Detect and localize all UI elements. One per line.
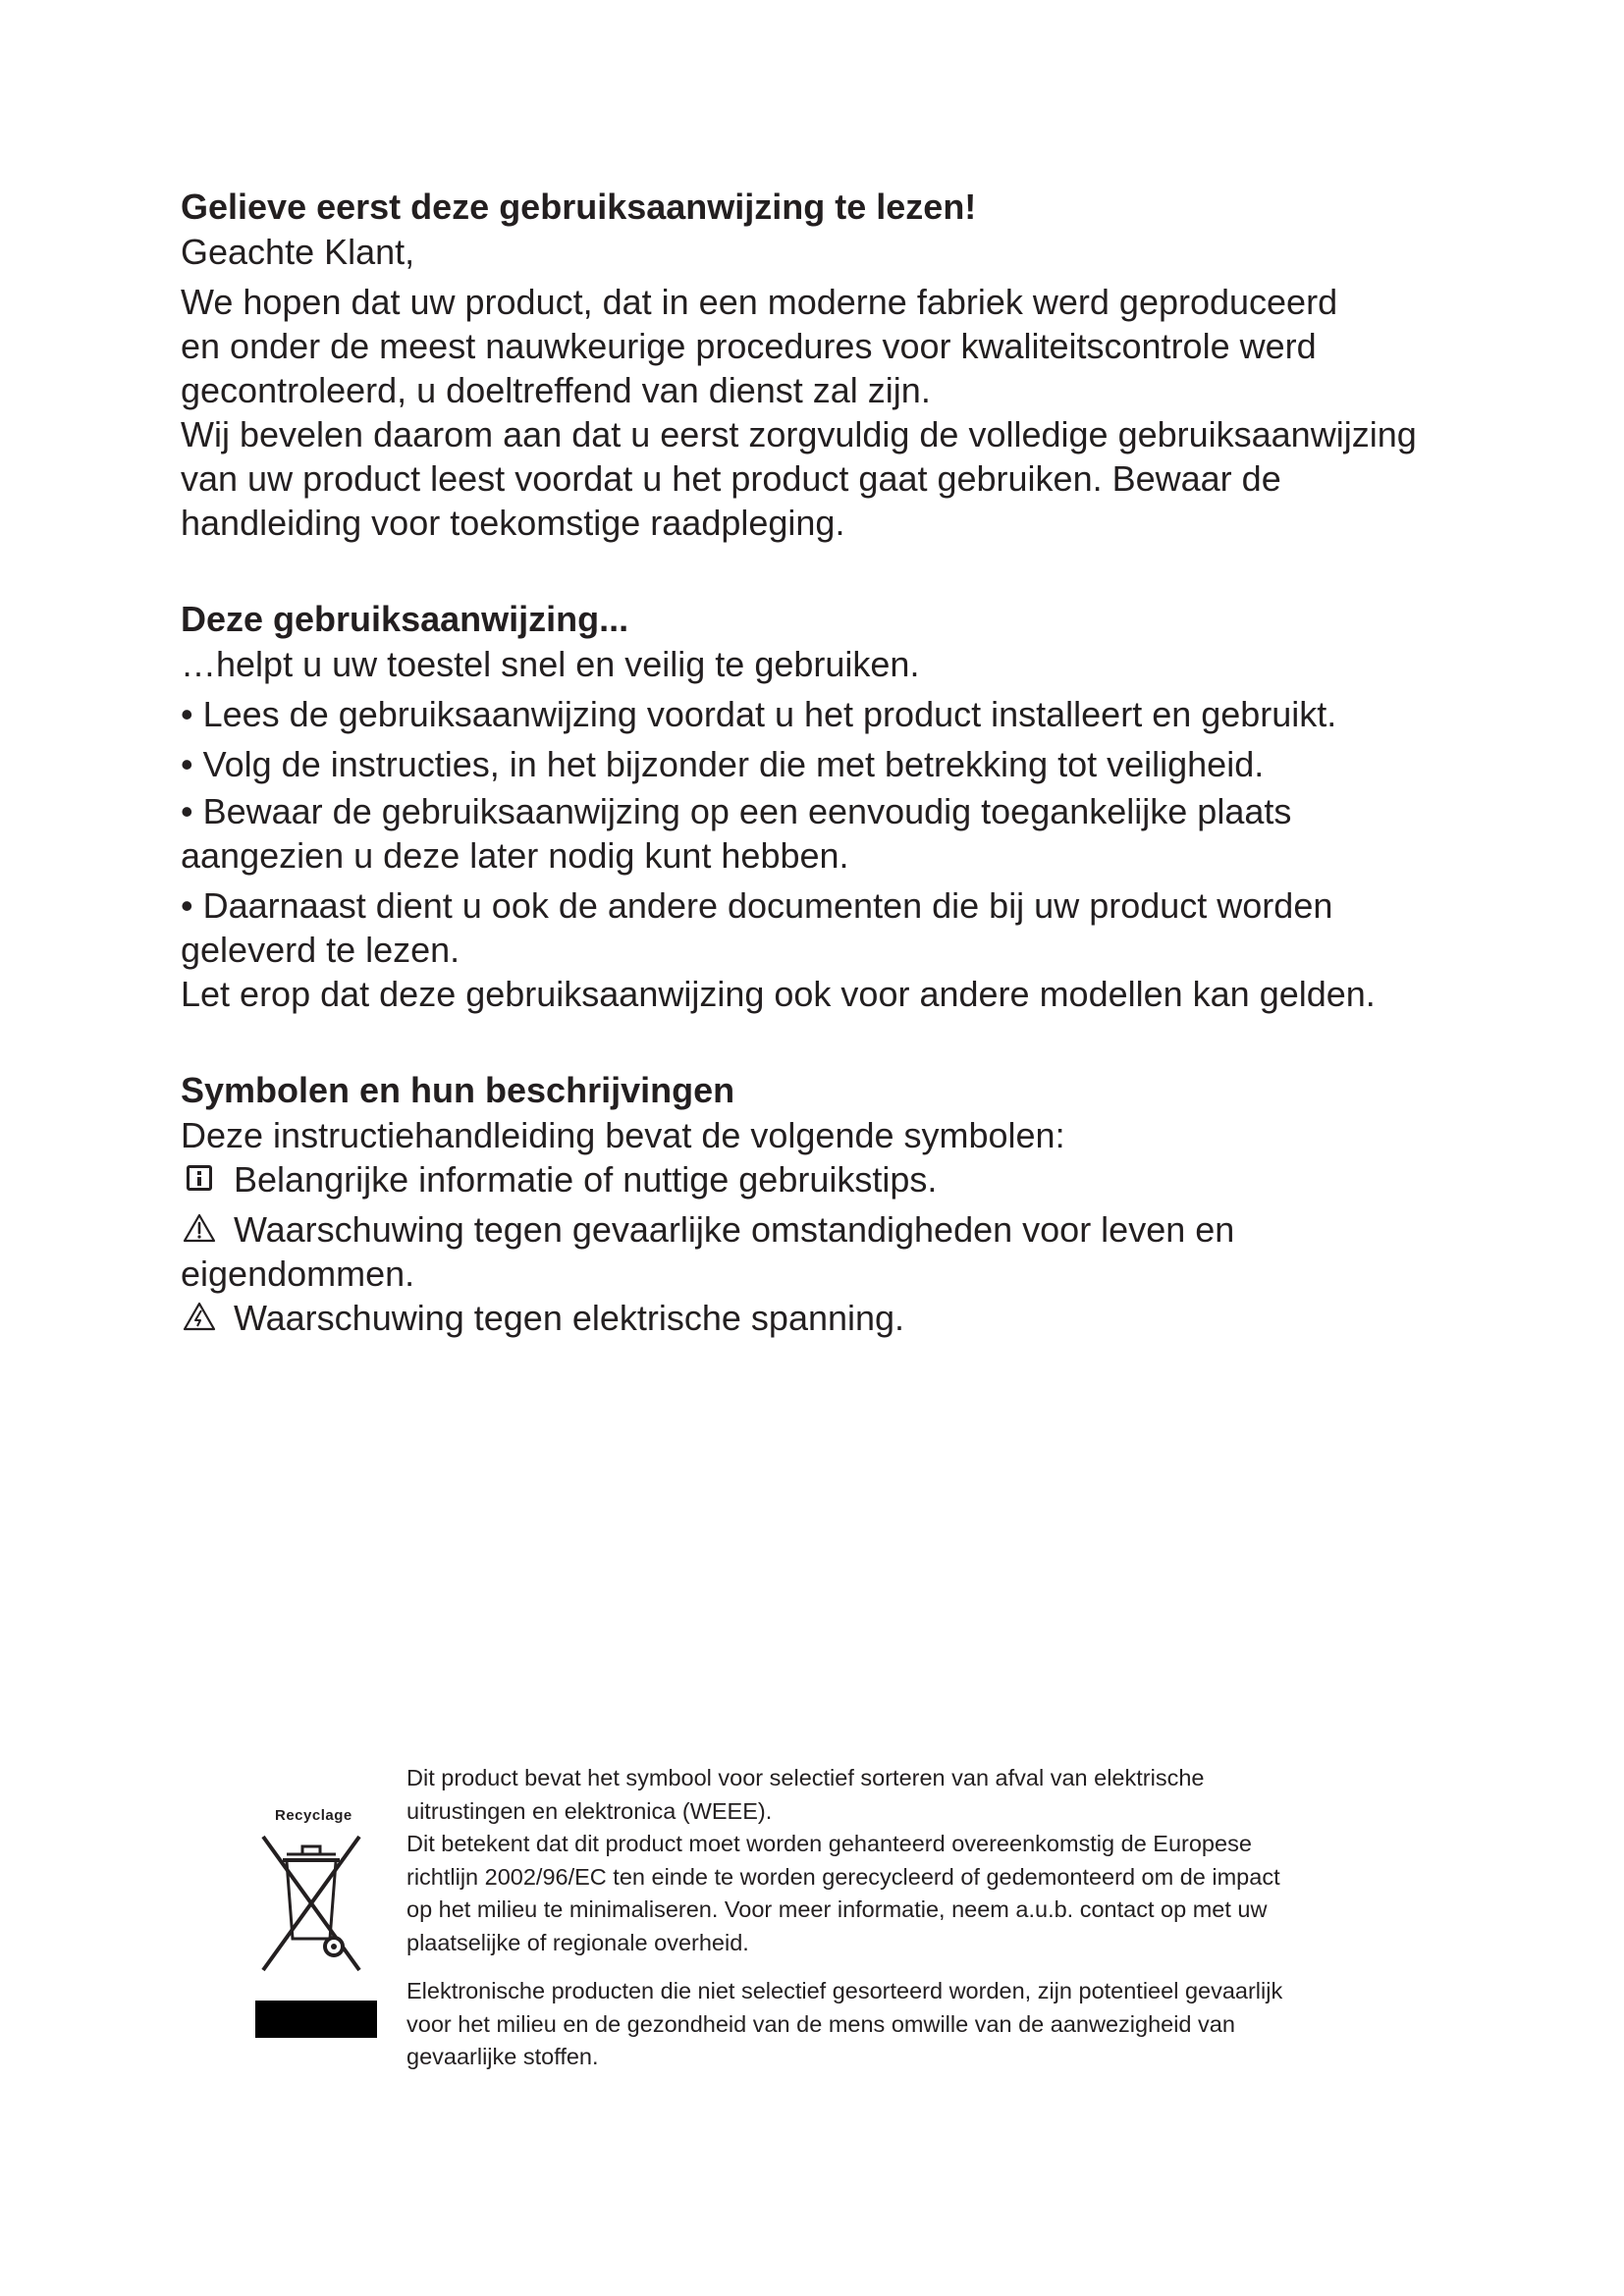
symbol-warning-row (181, 1207, 1487, 1296)
recycling-section (253, 1762, 1432, 2115)
text-line: richtlijn 2002/96/EC ten einde te worden gerecycleerd of gedemonteerd om de impact (406, 1863, 1280, 1890)
text-line: van uw product leest voordat u het product gaat gebruiken. Bewaar de (181, 458, 1281, 499)
text-line: aangezien u deze later nodig kunt hebben. (181, 835, 849, 876)
warning-triangle-icon (183, 1213, 216, 1243)
recycling-paragraph-1 (406, 1762, 1408, 1828)
manual-note: Let erop dat deze gebruiksaanwijzing ook voor andere modellen kan gelden. (181, 974, 1376, 1014)
text-line: Elektronische producten die niet selectief gesorteerd worden, zijn potentieel gevaarlijk (406, 1978, 1283, 2003)
manual-heading: Deze gebruiksaanwijzing... (181, 599, 629, 639)
text-line: • Bewaar de gebruiksaanwijzing op een eenvoudig toegankelijke plaats (181, 791, 1292, 831)
text-line: geleverd te lezen. (181, 930, 460, 970)
text-line: gecontroleerd, u doeltreffend van dienst zal zijn. (181, 370, 931, 410)
greeting: Geachte Klant, (181, 232, 415, 272)
text-line: voor het milieu en de gezondheid van de mens omwille van de aanwezigheid van (406, 2010, 1235, 2037)
symbols-heading: Symbolen en hun beschrijvingen (181, 1070, 735, 1110)
text-line: gevaarlijke stoffen. (406, 2044, 599, 2069)
bullet-item (181, 883, 1487, 972)
text-line: Dit product bevat het symbool voor selectief sorteren van afval van elektrische (406, 1765, 1205, 1790)
symbol-warning-text: Waarschuwing tegen gevaarlijke omstandigheden voor leven en (234, 1209, 1235, 1250)
symbol-electric-row (181, 1296, 1487, 1340)
text-line: en onder de meest nauwkeurige procedures voor kwaliteitscontrole werd (181, 326, 1317, 366)
recycling-text (406, 1762, 1408, 2074)
bullet-item (181, 692, 1487, 736)
recycle-label: Recyclage (275, 1807, 352, 1824)
text-line: • Volg de instructies, in het bijzonder die met betrekking tot veiligheid. (181, 744, 1265, 784)
intro-paragraph-1 (181, 280, 1487, 412)
recycling-paragraph-2 (406, 1828, 1408, 1959)
symbol-info-row (181, 1157, 1487, 1201)
text-line: eigendommen. (181, 1254, 415, 1294)
text-line: We hopen dat uw product, dat in een moderne fabriek werd geproduceerd (181, 282, 1338, 322)
bullet-item (181, 789, 1487, 878)
text-line: handleiding voor toekomstige raadpleging. (181, 503, 845, 543)
recycling-paragraph-3 (406, 1975, 1408, 2074)
text-line: op het milieu te minimaliseren. Voor meer informatie, neem a.u.b. contact op met uw (406, 1896, 1268, 1922)
intro-heading: Gelieve eerst deze gebruiksaanwijzing te lezen! (181, 187, 977, 227)
text-line: Wij bevelen daarom aan dat u eerst zorgvuldig de volledige gebruiksaanwijzing (181, 414, 1417, 454)
bullet-item (181, 742, 1487, 786)
text-line: • Daarnaast dient u ook de andere documenten die bij uw product worden (181, 885, 1333, 926)
symbols-lead: Deze instructiehandleiding bevat de volgende symbolen: (181, 1115, 1065, 1155)
text-line: Dit betekent dat dit product moet worden gehanteerd overeenkomstig de Europese (406, 1831, 1252, 1856)
electric-warning-icon (183, 1302, 216, 1331)
text-line: uitrustingen en elektronica (WEEE). (406, 1797, 773, 1824)
intro-paragraph-2 (181, 412, 1487, 545)
symbol-info-text: Belangrijke informatie of nuttige gebruikstips. (234, 1159, 938, 1200)
symbol-electric-text: Waarschuwing tegen elektrische spanning. (234, 1298, 905, 1338)
crossed-out-wheelie-bin-icon (257, 1833, 365, 1978)
main-content (181, 185, 1487, 1340)
info-icon (187, 1165, 212, 1191)
text-line (181, 1207, 1487, 1252)
manual-lead: …helpt u uw toestel snel en veilig te gebruiken. (181, 644, 920, 684)
black-bar (255, 2001, 377, 2038)
text-line: plaatselijke of regionale overheid. (406, 1929, 749, 1955)
text-line: • Lees de gebruiksaanwijzing voordat u het product installeert en gebruikt. (181, 694, 1337, 734)
